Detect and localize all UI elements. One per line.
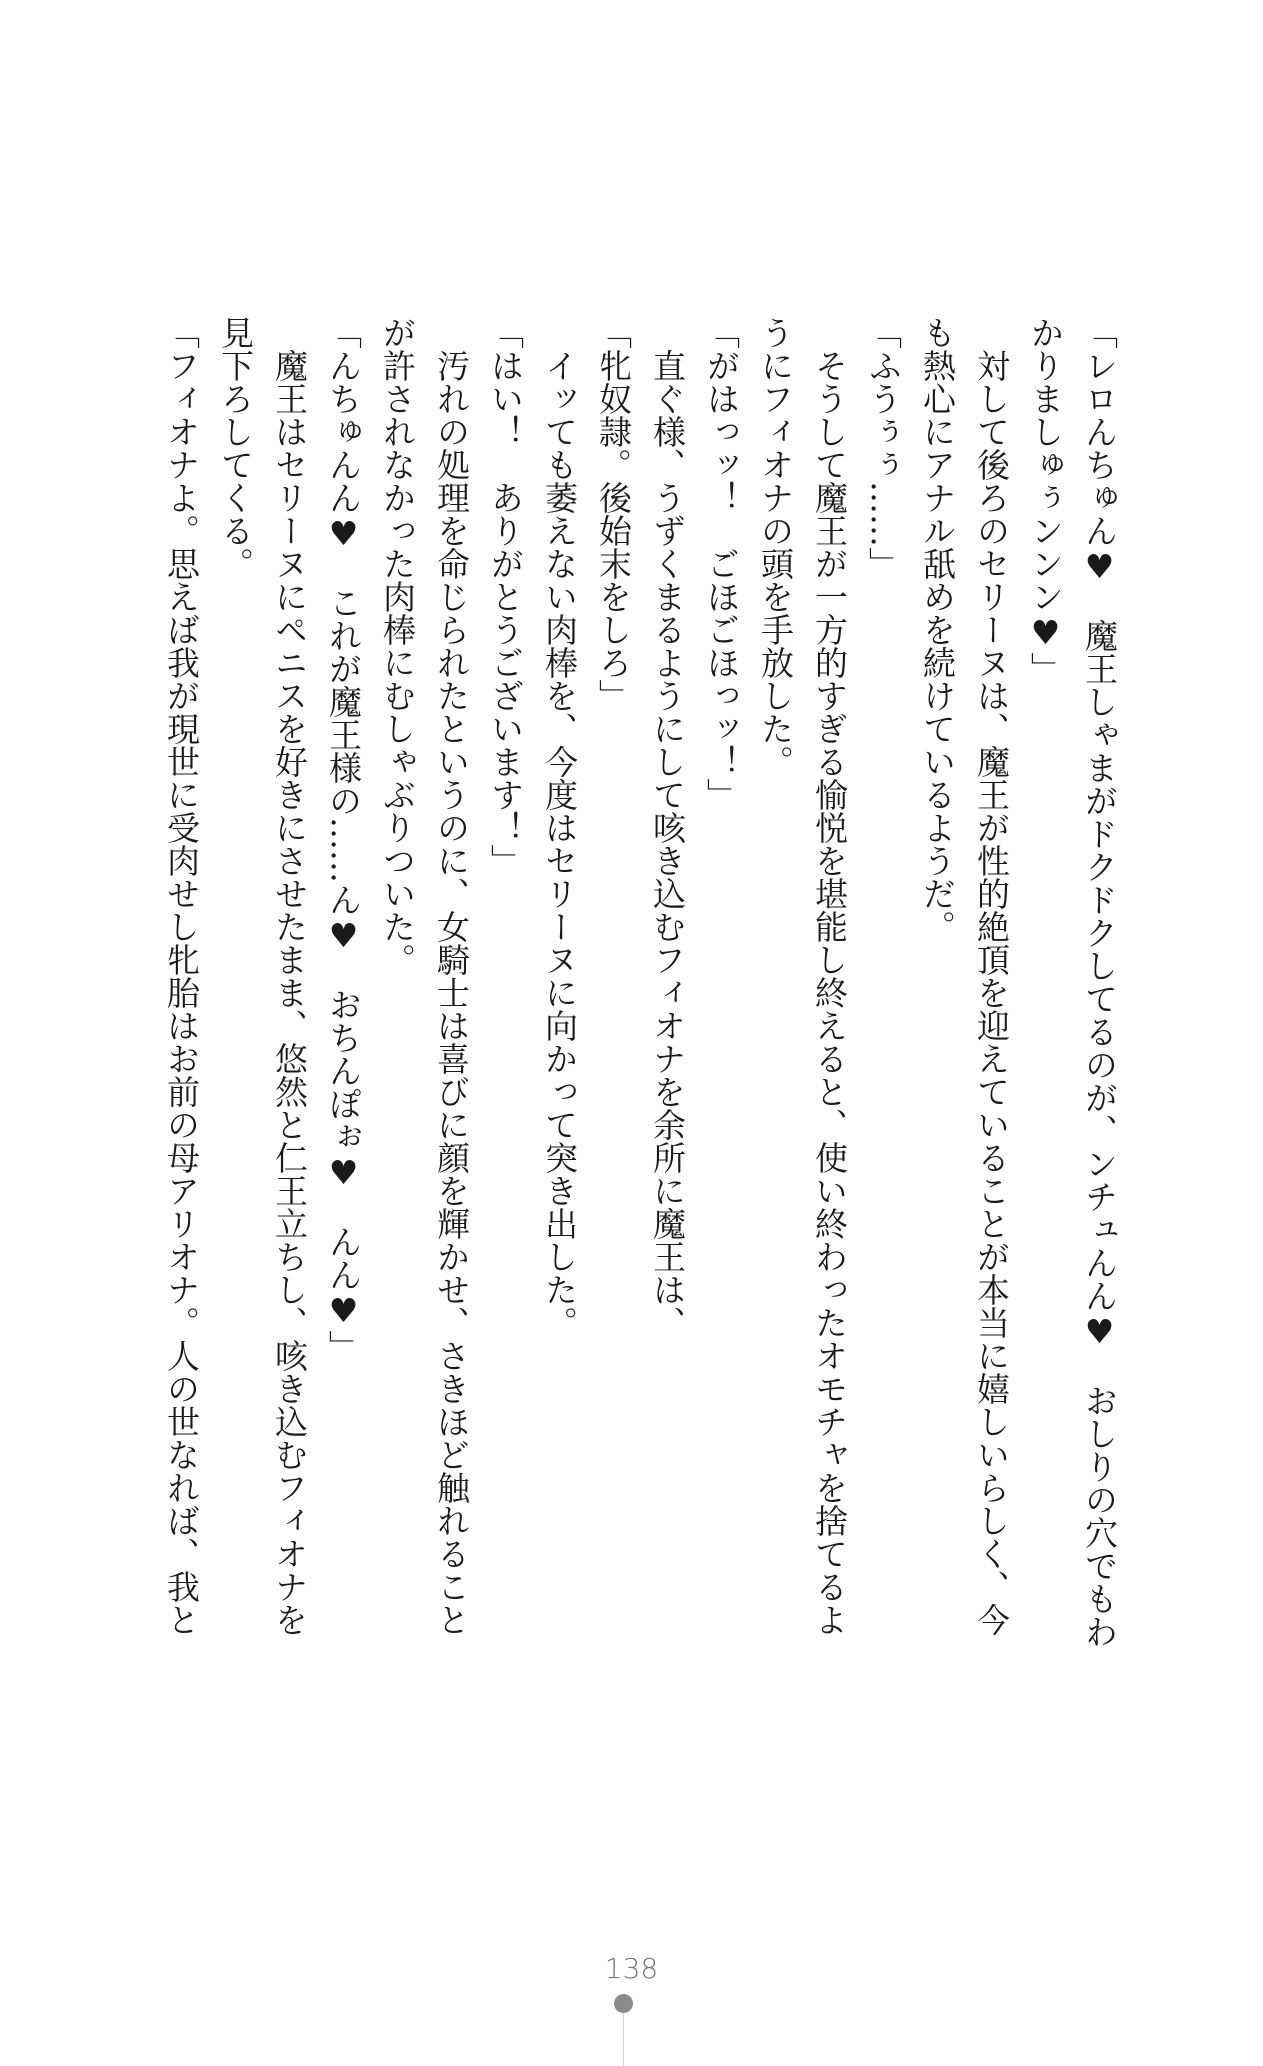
text-line: が許されなかった肉棒にむしゃぶりついた。 xyxy=(378,316,417,976)
text-line: も熱心にアナル舐めを続けているようだ。 xyxy=(918,316,957,943)
text-line: 魔王はセリーヌにペニスを好きにさせたまま、悠然と仁王立ちし、咳き込むフィオナを xyxy=(270,316,309,1636)
page-marker-dot xyxy=(614,1994,633,2013)
text-line: 「レロんちゅん♥ 魔王しゃまがドクドクしてるのが、ンチュんん♥ おしりの穴でもわ xyxy=(1080,316,1119,1648)
text-line: 「がはっッ！ ごほごほっッ！」 xyxy=(702,316,741,811)
text-line: 直ぐ様、うずくまるようにして咳き込むフィオナを余所に魔王は、 xyxy=(648,316,687,1339)
text-line: 「牝奴隷。後始末をしろ」 xyxy=(594,316,633,712)
text-line: そうして魔王が一方的すぎる愉悦を堪能し終えると、使い終わったオモチャを捨てるよ xyxy=(810,316,849,1636)
body-text xyxy=(154,316,1126,1646)
text-line: 「ふうぅぅ……」 xyxy=(864,316,903,580)
text-line: 対して後ろのセリーヌは、魔王が性的絶頂を迎えていることが本当に嬉しいらしく、今 xyxy=(972,316,1011,1636)
text-line: 「はい！ ありがとうございます！」 xyxy=(486,316,525,877)
text-line: かりましゅぅンンン♥」 xyxy=(1026,316,1065,685)
text-line: 見下ろしてくる。 xyxy=(216,316,255,580)
page-marker-line xyxy=(623,2013,624,2066)
text-line: うにフィオナの頭を手放した。 xyxy=(756,316,795,778)
text-line: イッても萎えない肉棒を、今度はセリーヌに向かって突き出した。 xyxy=(540,316,579,1339)
text-line: 「んちゅんん♥ これが魔王様の……ん♥ おちんぽぉ♥ んん♥」 xyxy=(324,316,363,1363)
text-line: 「フィオナよ。思えば我が現世に受肉せし牝胎はお前の母アリオナ。人の世なれば、我と xyxy=(162,316,201,1636)
page-number: 138 xyxy=(604,1952,659,1985)
text-line: 汚れの処理を命じられたというのに、女騎士は喜びに顔を輝かせ、さきほど触れること xyxy=(432,316,471,1636)
